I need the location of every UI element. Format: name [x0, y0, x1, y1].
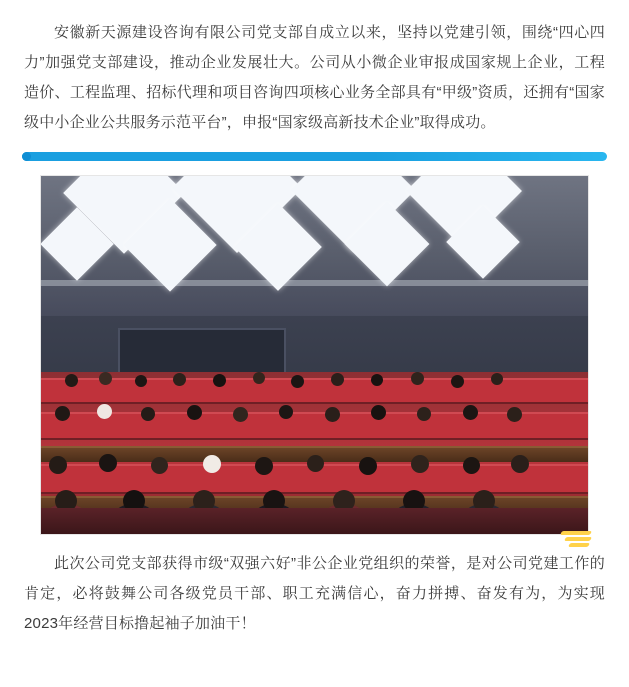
- divider-line: [22, 152, 607, 161]
- attendee-head: [203, 455, 221, 473]
- attendee-head: [97, 404, 112, 419]
- attendee-head: [331, 373, 344, 386]
- blue-divider-bar: [22, 152, 607, 161]
- attendee-head: [511, 455, 529, 473]
- divider-dot-icon: [22, 152, 31, 161]
- attendee-head: [253, 372, 265, 384]
- attendee-head: [99, 372, 112, 385]
- attendee-head: [151, 457, 168, 474]
- paragraph-intro: 安徽新天源建设咨询有限公司党支部自成立以来，坚持以党建引领，围绕“四心四力”加强党支部建设，推动企业发展壮大。公司从小微企业审报成国家规上企业，工程造价、工程监理、招标代理和项目咨询四项核心业务全部具有“甲级”资质，还拥有“国家级中小企业公共服务示范平台”，申报“国家级高新技术企业”取得成功。: [24, 24, 605, 131]
- attendee-head: [213, 374, 226, 387]
- attendee-head: [463, 457, 480, 474]
- ceiling-region: [41, 176, 588, 326]
- attendee-head: [65, 374, 78, 387]
- attendee-head: [279, 405, 293, 419]
- attendee-head: [371, 405, 386, 420]
- attendee-head: [463, 405, 478, 420]
- attendee-head: [187, 405, 202, 420]
- yellow-brush-stroke-icon: [561, 531, 595, 547]
- paragraph-closing: 此次公司党支部获得市级“双强六好”非公企业党组织的荣誉，是对公司党建工作的肯定，必将鼓舞公司各级党员干部、职工充满信心，奋力拼搏、奋发有为，为实现2023年经营目标撸起袖子加油干！: [24, 555, 605, 632]
- attendee-head: [325, 407, 340, 422]
- attendee-head: [359, 457, 377, 475]
- attendee-head: [451, 375, 464, 388]
- attendee-head: [255, 457, 273, 475]
- attendee-head: [417, 407, 431, 421]
- audience-region: [41, 372, 588, 534]
- attendee-head: [233, 407, 248, 422]
- attendee-head: [491, 373, 503, 385]
- attendee-head: [307, 455, 324, 472]
- attendee-head: [507, 407, 522, 422]
- divider-container: [0, 138, 629, 171]
- attendee-head: [99, 454, 117, 472]
- seat-row: [41, 378, 588, 404]
- attendee-head: [291, 375, 304, 388]
- projection-screen: [118, 328, 286, 376]
- attendee-head: [371, 374, 383, 386]
- attendee-head: [55, 406, 70, 421]
- attendee-head: [173, 373, 186, 386]
- attendee-head: [141, 407, 155, 421]
- attendee-head: [49, 456, 67, 474]
- conference-photo: [40, 175, 589, 535]
- ceiling-light-strip: [41, 280, 588, 286]
- attendee-head: [135, 375, 147, 387]
- attendee-head: [411, 372, 424, 385]
- seat-row: [41, 412, 588, 440]
- floor-region: [41, 508, 588, 534]
- figure-container: [0, 171, 629, 535]
- attendee-head: [411, 455, 429, 473]
